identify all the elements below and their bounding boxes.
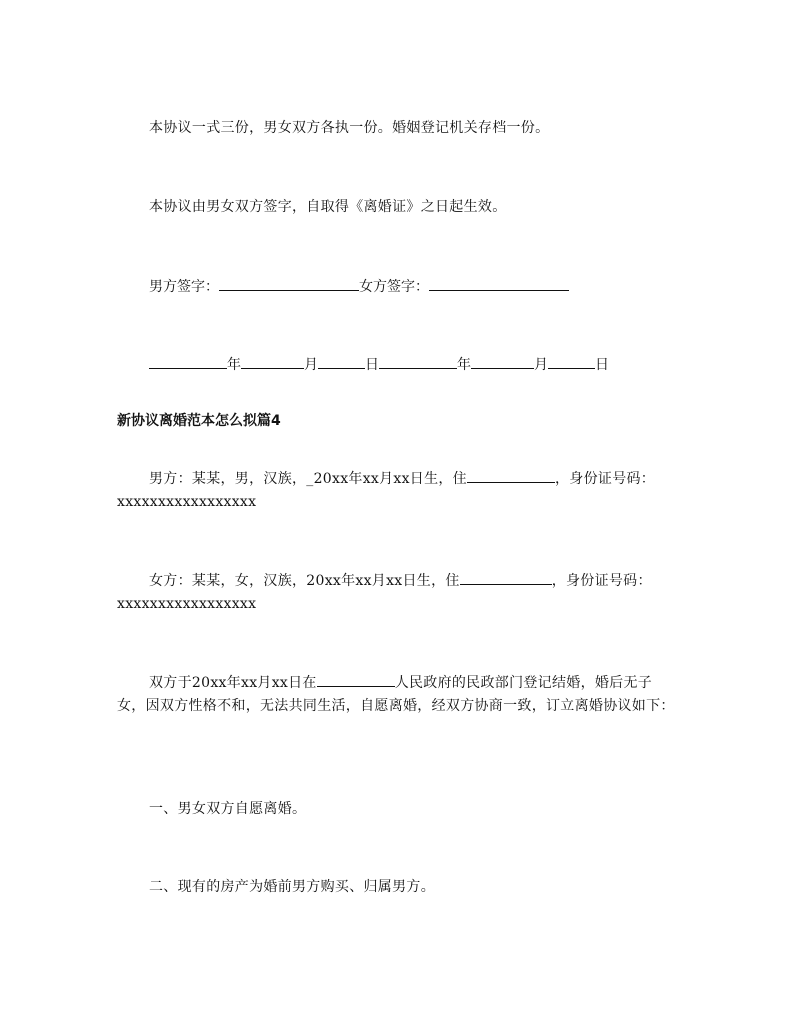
date-line [149,354,609,375]
woman-id-text: ，身份证号码：xxxxxxxxxxxxxxxxx [117,573,652,612]
paragraph-man-info [117,468,677,514]
marriage-place-blank[interactable] [317,672,395,687]
female-year-blank[interactable] [379,354,457,369]
female-day-blank[interactable] [548,354,595,369]
day-label: 日 [595,357,609,373]
signature-line [149,276,569,297]
clause-2: 二、现有的房产为婚前男方购买、归属男方。 [149,879,435,895]
female-month-blank[interactable] [471,354,534,369]
section-heading: 新协议离婚范本怎么拟篇4 [117,413,281,429]
marriage-date-text: 双方于20xx年xx月xx日在 [149,675,317,691]
paragraph-woman-info [117,570,677,616]
paragraph-marriage [117,672,677,718]
clause-1: 一、男女双方自愿离婚。 [149,801,307,817]
day-label: 日 [365,357,379,373]
man-id-text: ，身份证号码：xxxxxxxxxxxxxxxxx [117,471,656,510]
male-year-blank[interactable] [149,354,227,369]
male-signature-label: 男方签字： [149,279,219,295]
month-label: 月 [534,357,548,373]
woman-info-text: 女方：某某，女，汉族，20xx年xx月xx日生，住 [149,573,460,589]
year-label: 年 [457,357,471,373]
marriage-detail-text: 人民政府的民政部门登记结婚，婚后无子女，因双方性格不和，无法共同生活，自愿离婚，经双方协商一致，订立离婚协议如下： [117,675,675,714]
month-label: 月 [304,357,318,373]
man-address-blank[interactable] [467,468,555,483]
man-info-text: 男方：某某，男，汉族，_20xx年xx月xx日生，住 [149,471,467,487]
female-signature-label: 女方签字： [359,279,429,295]
paragraph-effective: 本协议由男女双方签字，自取得《离婚证》之日起生效。 [149,199,507,215]
paragraph-copies: 本协议一式三份，男女双方各执一份。婚姻登记机关存档一份。 [149,120,550,136]
woman-address-blank[interactable] [460,570,552,585]
female-signature-blank[interactable] [429,276,569,291]
male-signature-blank[interactable] [219,276,359,291]
male-month-blank[interactable] [241,354,304,369]
male-day-blank[interactable] [318,354,365,369]
year-label: 年 [227,357,241,373]
